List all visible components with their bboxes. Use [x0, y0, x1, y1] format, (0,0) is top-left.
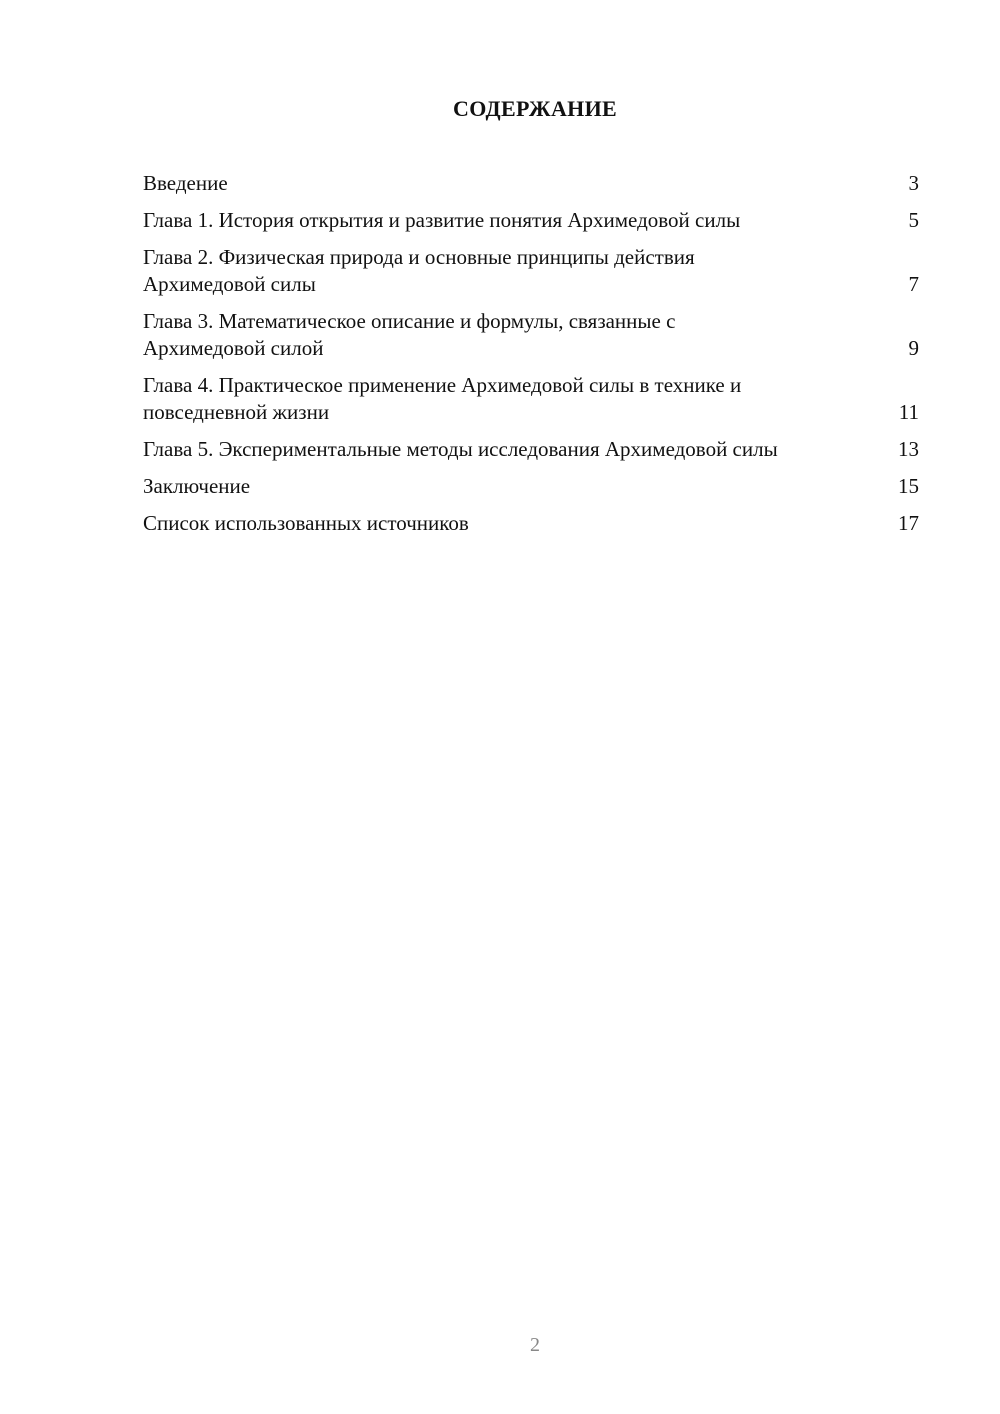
toc-entry-text: Глава 2. Физическая природа и основные принципы действия Архимедовой силы [143, 245, 695, 296]
toc-entry-page: 3 [908, 171, 919, 195]
toc-entry-page: 11 [898, 400, 919, 424]
toc-entry-introduction [143, 170, 919, 197]
toc-entry-chapter-2 [143, 244, 919, 298]
toc-entry-chapter-3 [143, 308, 919, 362]
toc-entry-text: Глава 3. Математическое описание и формулы, связанные с Архимедовой силой [143, 309, 676, 360]
page-number: 2 [530, 1334, 540, 1356]
toc-entry-references [143, 510, 919, 537]
toc-entry-text: Заключение [143, 474, 251, 498]
page-title: СОДЕРЖАНИЕ [453, 96, 617, 121]
toc-entry-chapter-1 [143, 207, 919, 234]
toc-entry-page: 7 [908, 272, 919, 296]
toc-entry-page: 5 [908, 208, 919, 232]
toc-entry-text: Введение [143, 171, 228, 195]
toc-entry-text: Список использованных источников [143, 511, 469, 535]
toc-entry-text: Глава 1. История открытия и развитие понятия Архимедовой силы [143, 208, 741, 232]
toc-entry-text: Глава 4. Практическое применение Архимедовой силы в технике и повседневной жизни [143, 373, 742, 424]
toc-entry-text: Глава 5. Экспериментальные методы исследования Архимедовой силы [143, 437, 778, 461]
toc-entry-page: 9 [908, 336, 919, 360]
toc-entry-page: 13 [898, 437, 919, 461]
toc-entry-chapter-4 [143, 372, 919, 426]
toc-entry-chapter-5 [143, 436, 919, 463]
toc-entry-page: 15 [898, 474, 919, 498]
table-of-contents [143, 170, 919, 547]
toc-entry-conclusion [143, 473, 919, 500]
toc-entry-page: 17 [898, 511, 919, 535]
